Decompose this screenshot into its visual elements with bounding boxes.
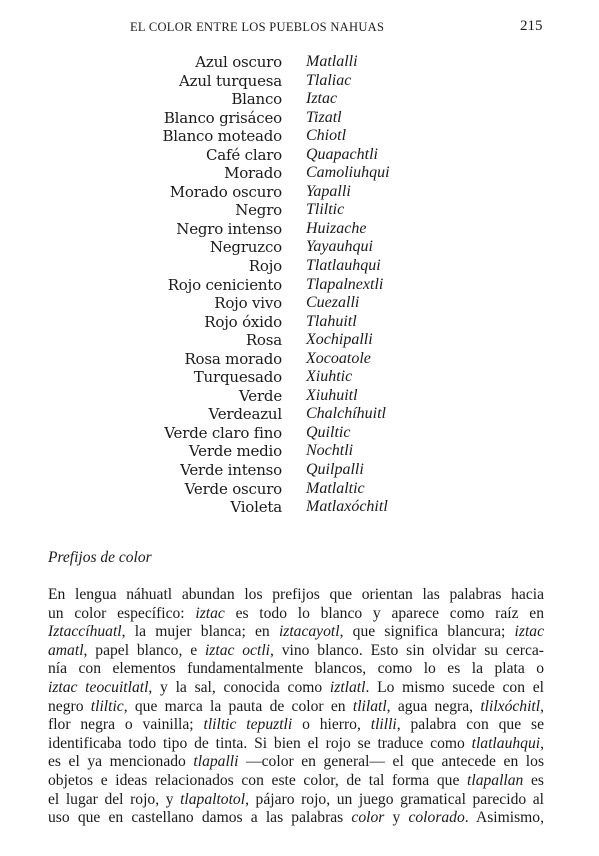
glossary-row [0, 498, 599, 517]
glossary-row [0, 313, 599, 332]
nahuatl-color-term: Nochtli [306, 442, 354, 460]
nahuatl-color-term: Tliltic [306, 201, 345, 219]
glossary-row [0, 424, 599, 443]
spanish-color-term: Rojo óxido [204, 312, 282, 331]
text-line [48, 791, 544, 810]
spanish-color-term: Azul turquesa [178, 71, 282, 90]
glossary-row [0, 405, 599, 424]
body-paragraph [48, 586, 544, 828]
nahuatl-color-term: Tlahuitl [306, 312, 357, 330]
nahuatl-color-term: Chalchíhuitl [306, 405, 386, 423]
text-line [48, 716, 544, 735]
nahuatl-color-term: Xiuhuitl [306, 386, 358, 404]
italic-term: tlilatl [352, 697, 387, 715]
italic-term: tliltic [90, 697, 124, 715]
spanish-color-term: Verde claro fino [164, 423, 282, 442]
glossary-row [0, 331, 599, 350]
spanish-color-term: Rosa [245, 331, 282, 350]
spanish-color-term: Verde medio [188, 442, 282, 461]
text-run: es el ya mencionado [48, 753, 194, 771]
italic-term: iztlatl [329, 678, 366, 696]
text-run: un color específico: [48, 604, 196, 622]
glossary-row [0, 164, 599, 183]
text-run: , y la sal, conocida como [148, 678, 330, 696]
nahuatl-color-term: Matlaxóchitl [306, 498, 388, 516]
spanish-color-term: Rojo ceniciento [167, 275, 282, 294]
text-line [48, 753, 544, 772]
italic-term: colorado [408, 809, 465, 827]
glossary-row [0, 480, 599, 499]
italic-term: tlilxóchitl [480, 697, 541, 715]
spanish-color-term: Café claro [206, 145, 282, 164]
text-run: es [523, 771, 544, 789]
text-run: flor negra o vainilla; [48, 716, 204, 734]
glossary-row [0, 201, 599, 220]
glossary-row [0, 442, 599, 461]
text-line [48, 679, 544, 698]
glossary-row [0, 53, 599, 72]
text-run: , palabra con que se [396, 716, 544, 734]
italic-term: tlapallan [467, 771, 524, 789]
glossary-row [0, 276, 599, 295]
nahuatl-color-term: Xochipalli [306, 331, 373, 349]
spanish-color-term: Blanco [231, 90, 282, 109]
italic-term: iztac [514, 623, 544, 641]
glossary-row [0, 387, 599, 406]
glossary-row [0, 109, 599, 128]
text-run: , pájaro rojo, un juego gramatical parecido al [245, 790, 544, 808]
text-run: . Lo mismo sucede con el [365, 678, 544, 696]
glossary-row [0, 461, 599, 480]
italic-term: tlatlauhqui [471, 734, 541, 752]
italic-term: tliltic tepuztli [203, 716, 293, 734]
nahuatl-color-term: Quilpalli [306, 461, 364, 479]
nahuatl-color-term: Quapachtli [306, 145, 378, 163]
nahuatl-color-term: Matlalli [306, 53, 358, 70]
nahuatl-color-term: Cuezalli [306, 294, 360, 312]
text-line [48, 735, 544, 754]
text-run: . Asimismo, [464, 809, 544, 827]
italic-term: Iztaccíhuatl [48, 623, 122, 641]
spanish-color-term: Blanco grisáceo [163, 108, 282, 127]
spanish-color-term: Turquesado [193, 368, 282, 387]
spanish-color-term: Negro intenso [176, 219, 282, 238]
glossary-row [0, 294, 599, 313]
spanish-color-term: Morado oscuro [169, 182, 282, 201]
nahuatl-color-term: Huizache [306, 219, 367, 237]
text-run: , que marca la pauta de color en [123, 697, 353, 715]
italic-term: iztacayotl [278, 623, 340, 641]
glossary-row [0, 257, 599, 276]
nahuatl-color-term: Tlatlauhqui [306, 257, 381, 275]
text-line [48, 605, 544, 624]
text-line [48, 586, 544, 605]
nahuatl-color-term: Yapalli [306, 182, 351, 200]
glossary-row [0, 238, 599, 257]
text-run: , papel blanco, e [83, 641, 205, 659]
glossary-row [0, 146, 599, 165]
color-glossary [0, 53, 599, 517]
text-line [48, 809, 544, 828]
running-head: EL COLOR ENTRE LOS PUEBLOS NAHUAS [130, 20, 385, 34]
text-run: , [540, 697, 544, 715]
text-run: identificaba todo tipo de tinta. Si bien el rojo se traduce como [48, 734, 472, 752]
text-run: , vino blanco. Esto sin olvidar su cerca- [269, 641, 544, 659]
nahuatl-color-term: Tizatl [306, 108, 342, 126]
text-run: el lugar del rojo, y [48, 790, 181, 808]
spanish-color-term: Rojo [248, 257, 282, 276]
glossary-row [0, 350, 599, 369]
spanish-color-term: Morado [224, 164, 282, 183]
spanish-color-term: Negro [235, 201, 282, 220]
italic-term: tlapaltotol [180, 790, 246, 808]
text-line [48, 772, 544, 791]
italic-term: iztac [195, 604, 225, 622]
nahuatl-color-term: Matlaltic [306, 479, 365, 497]
glossary-row [0, 72, 599, 91]
nahuatl-color-term: Xocoatole [306, 349, 371, 367]
text-run: nía con elementos fundamentalmente blancos, como lo es la plata o [48, 660, 544, 678]
nahuatl-color-term: Camoliuhqui [306, 164, 390, 182]
spanish-color-term: Azul oscuro [195, 53, 282, 71]
spanish-color-term: Verde [239, 386, 282, 405]
italic-term: iztac octli [204, 641, 270, 659]
text-run: , agua negra, [386, 697, 481, 715]
text-line [48, 623, 544, 642]
text-run: En lengua náhuatl abundan los prefijos que orientan las palabras hacia [48, 586, 544, 603]
nahuatl-color-term: Iztac [306, 90, 338, 108]
spanish-color-term: Rosa morado [184, 349, 282, 368]
spanish-color-term: Verdeazul [208, 405, 282, 424]
spanish-color-term: Negruzco [209, 238, 282, 257]
section-heading: Prefijos de color [48, 549, 152, 566]
spanish-color-term: Verde intenso [180, 461, 282, 480]
text-line [48, 660, 544, 679]
text-line [48, 642, 544, 661]
spanish-color-term: Rojo vivo [214, 294, 282, 313]
text-run: , que significa blancura; [339, 623, 515, 641]
italic-term: color [351, 809, 385, 827]
italic-term: tlapalli [193, 753, 239, 771]
nahuatl-color-term: Chiotl [306, 127, 347, 145]
nahuatl-color-term: Quiltic [306, 423, 351, 441]
nahuatl-color-term: Tlaliac [306, 71, 352, 89]
page-number: 215 [520, 18, 543, 34]
nahuatl-color-term: Yayauhqui [306, 238, 373, 256]
glossary-row [0, 220, 599, 239]
italic-term: iztac teocuitlatl [48, 678, 149, 696]
nahuatl-color-term: Tlapalnextli [306, 275, 384, 293]
nahuatl-color-term: Xiuhtic [306, 368, 353, 386]
spanish-color-term: Verde oscuro [184, 479, 282, 498]
italic-term: tlilli [370, 716, 397, 734]
glossary-row [0, 183, 599, 202]
text-run: , la mujer blanca; en [121, 623, 279, 641]
text-run: —color en general— el que antecede en los [238, 753, 545, 771]
glossary-row [0, 368, 599, 387]
italic-term: amatl [48, 641, 84, 659]
glossary-row [0, 127, 599, 146]
text-run: o hierro, [292, 716, 371, 734]
text-run: es todo lo blanco y aparece como raíz en [224, 604, 544, 622]
text-run: negro [48, 697, 91, 715]
spanish-color-term: Blanco moteado [162, 127, 282, 146]
text-run: , [540, 734, 544, 752]
spanish-color-term: Violeta [230, 498, 282, 517]
text-run: y [384, 809, 409, 827]
text-run: uso que en castellano damos a las palabras [48, 809, 352, 827]
text-run: objetos e ideas relacionados con este color, de tal forma que [48, 771, 468, 789]
glossary-row [0, 90, 599, 109]
text-line [48, 698, 544, 717]
